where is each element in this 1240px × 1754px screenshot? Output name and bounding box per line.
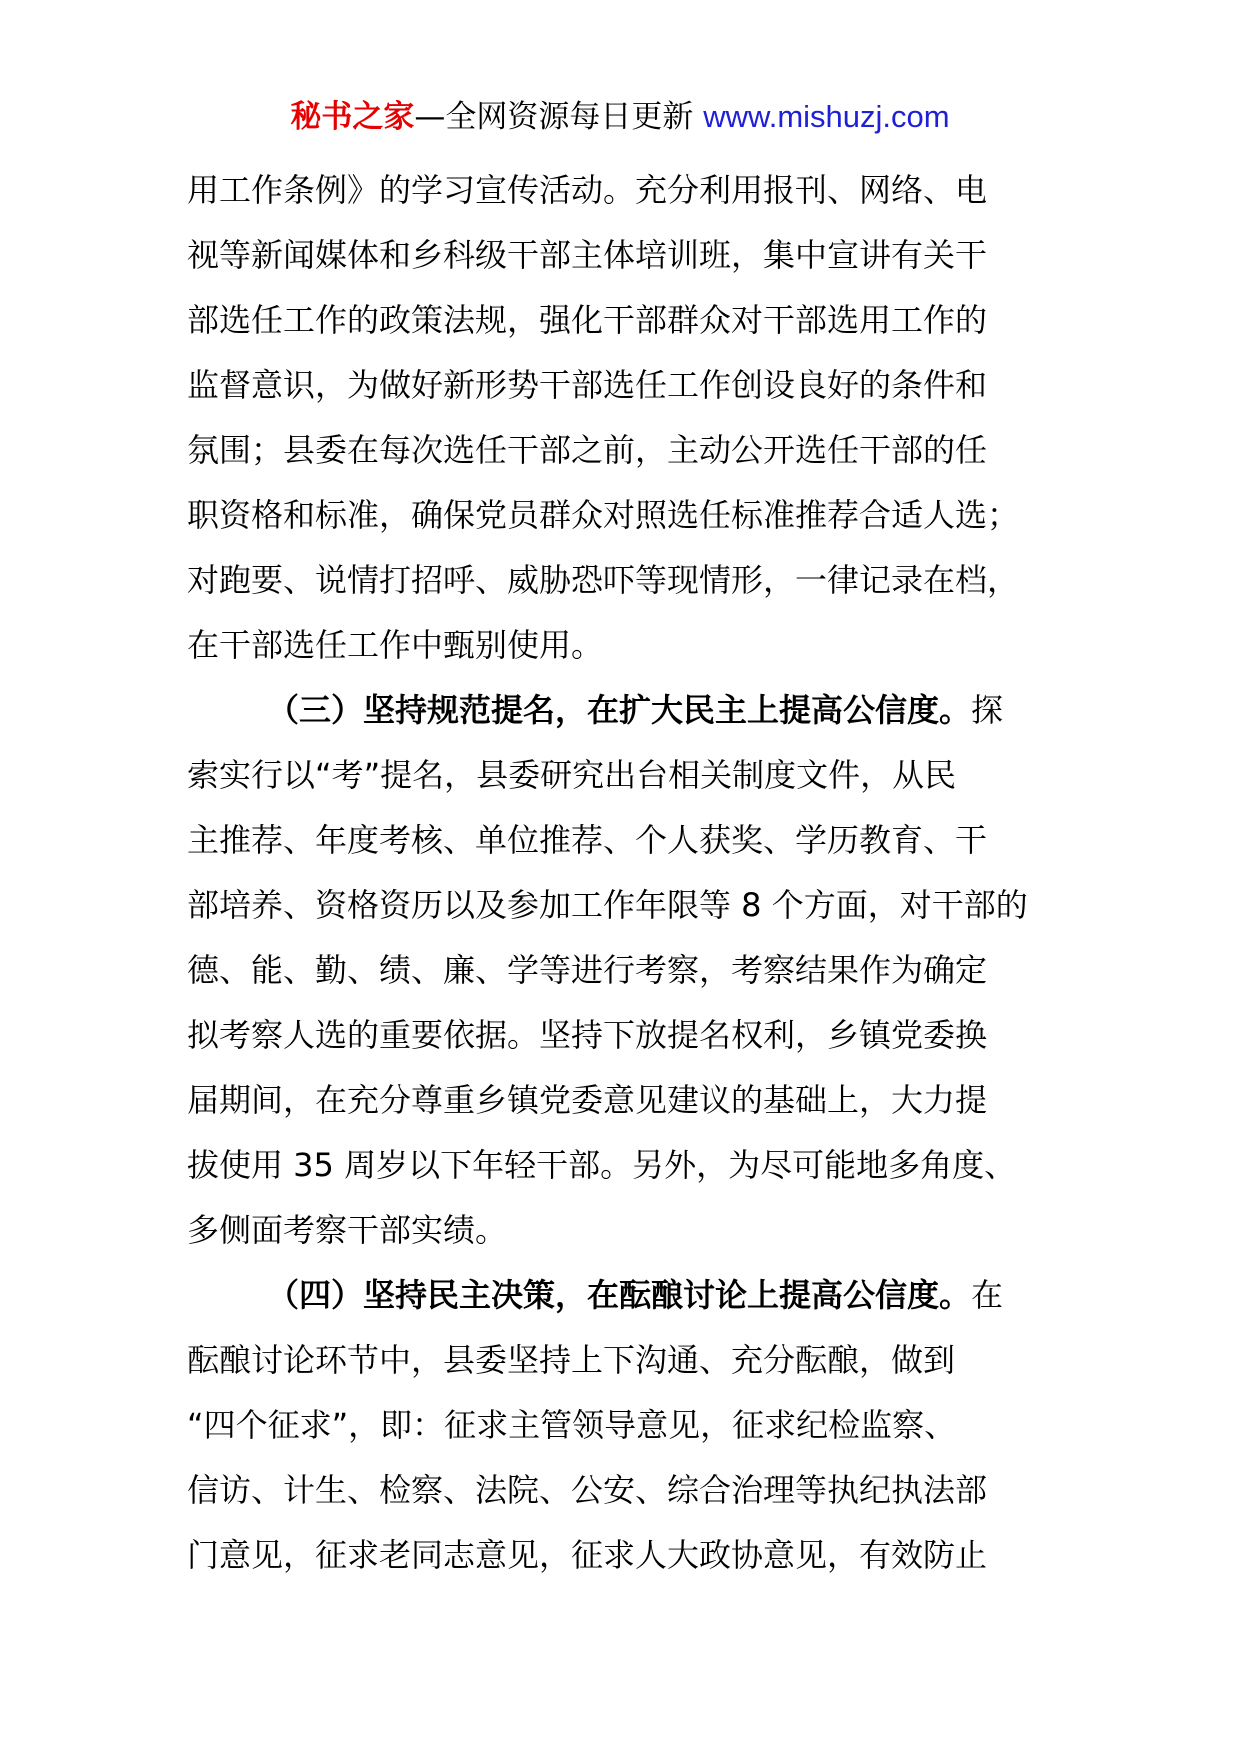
text-line: 氛围；县委在每次选任干部之前，主动公开选任干部的任	[187, 431, 988, 469]
document-body	[187, 158, 1067, 1588]
section-heading: （三）坚持规范提名，在扩大民主上提高公信度。	[267, 691, 972, 729]
site-tagline: —全网资源每日更新	[414, 99, 704, 135]
text-line: 视等新闻媒体和乡科级干部主体培训班，集中宣讲有关干	[187, 236, 988, 274]
text-line: 拔使用 35 周岁以下年轻干部。另外，为尽可能地多角度、	[187, 1146, 1017, 1184]
site-brand: 秘书之家	[290, 99, 415, 135]
text-line: 对跑要、说情打招呼、威胁恐吓等现情形，一律记录在档，	[187, 561, 1020, 599]
site-header	[0, 98, 1240, 136]
site-url: www.mishuzj.com	[703, 99, 950, 134]
text-line: 部选任工作的政策法规，强化干部群众对干部选用工作的	[187, 301, 988, 339]
text-line: 届期间，在充分尊重乡镇党委意见建议的基础上，大力提	[187, 1081, 988, 1119]
text-line: 信访、计生、检察、法院、公安、综合治理等执纪执法部	[187, 1471, 988, 1509]
text-line: 多侧面考察干部实绩。	[187, 1211, 508, 1249]
text-line: 监督意识，为做好新形势干部选任工作创设良好的条件和	[187, 366, 988, 404]
text-line: 索实行以“考”提名，县委研究出台相关制度文件，从民	[187, 756, 957, 794]
text-line: 职资格和标准，确保党员群众对照选任标准推荐合适人选；	[187, 496, 1020, 534]
text-line: 拟考察人选的重要依据。坚持下放提名权利，乡镇党委换	[187, 1016, 988, 1054]
section-heading-line: （四）坚持民主决策，在酝酿讨论上提高公信度。在	[267, 1276, 1004, 1314]
text-line: 用工作条例》的学习宣传活动。充分利用报刊、网络、电	[187, 171, 988, 209]
text-line: 部培养、资格资历以及参加工作年限等 8 个方面，对干部的	[187, 886, 1028, 924]
section-heading-line: （三）坚持规范提名，在扩大民主上提高公信度。探	[267, 691, 1004, 729]
text-line: 德、能、勤、绩、廉、学等进行考察，考察结果作为确定	[187, 951, 988, 989]
text-line: 在干部选任工作中甄别使用。	[187, 626, 604, 664]
section-heading: （四）坚持民主决策，在酝酿讨论上提高公信度。	[267, 1276, 972, 1314]
text-line: 主推荐、年度考核、单位推荐、个人获奖、学历教育、干	[187, 821, 988, 859]
text-line: “四个征求”，即：征求主管领导意见，征求纪检监察、	[187, 1406, 957, 1444]
text-line: 酝酿讨论环节中，县委坚持上下沟通、充分酝酿，做到	[187, 1341, 956, 1379]
text-line: 门意见，征求老同志意见，征求人大政协意见，有效防止	[187, 1536, 988, 1574]
